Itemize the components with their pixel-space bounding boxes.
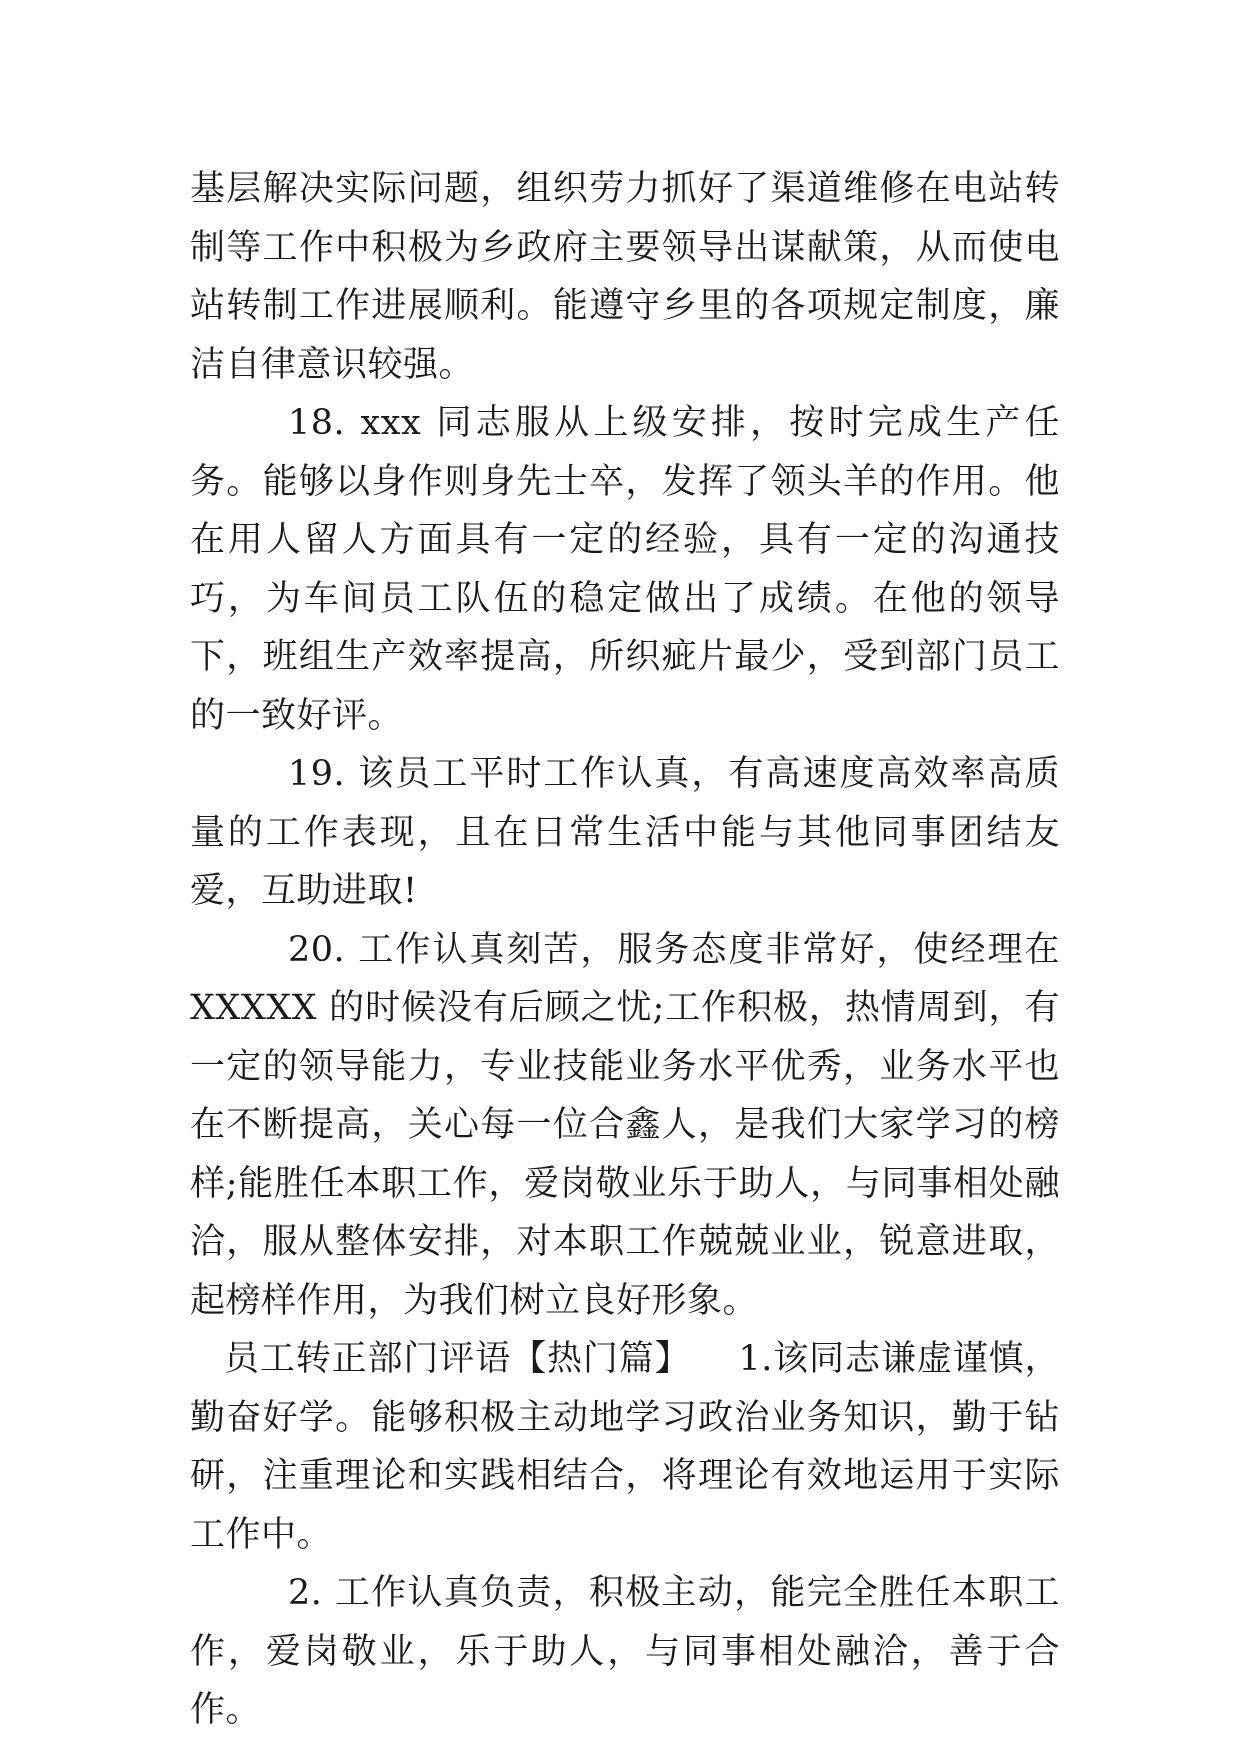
section-paragraph: [190, 1330, 1060, 1564]
paragraph-continuation: 基层解决实际问题，组织劳力抓好了渠道维修在电站转制等工作中积极为乡政府主要领导出谋献策，从而使电站转制工作进展顺利。能遵守乡里的各项规定制度，廉洁自律意识较强。: [190, 169, 1060, 385]
paragraph-item-20: 20. 工作认真刻苦，服务态度非常好，使经理在 XXXXX 的时候没有后顾之忧;工作积极，热情周到，有一定的领导能力，专业技能业务水平优秀，业务水平也在不断提高，关心每一位合鑫人，是我们大家学习的榜样;能胜任本职工作，爱岗敬业乐于助人，与同事相处融洽，服从整体安排，对本职工作兢兢业业，锐意进取，起榜样作用，为我们树立良好形象。: [190, 929, 1060, 1321]
section-first-item: 1.该同志谦虚谨慎，勤奋好学。能够积极主动地学习政治业务知识，勤于钻研，注重理论和实践相结合，将理论有效地运用于实际工作中。: [190, 1339, 1060, 1555]
paragraph-item-2: 2. 工作认真负责，积极主动，能完全胜任本职工作，爱岗敬业，乐于助人，与同事相处融洽，善于合作。: [190, 1573, 1060, 1730]
section-heading: 员工转正部门评语【热门篇】: [224, 1339, 691, 1379]
paragraph-item-18: 18. xxx 同志服从上级安排，按时完成生产任务。能够以身作则身先士卒，发挥了领头羊的作用。他在用人留人方面具有一定的经验，具有一定的沟通技巧，为车间员工队伍的稳定做出了成绩。在他的领导下，班组生产效率提高，所织疵片最少，受到部门员工的一致好评。: [190, 403, 1060, 736]
paragraph-item-19: 19. 该员工平时工作认真，有高速度高效率高质量的工作表现，且在日常生活中能与其他同事团结友爱，互助进取!: [190, 754, 1060, 911]
document-body: [190, 160, 1060, 1740]
